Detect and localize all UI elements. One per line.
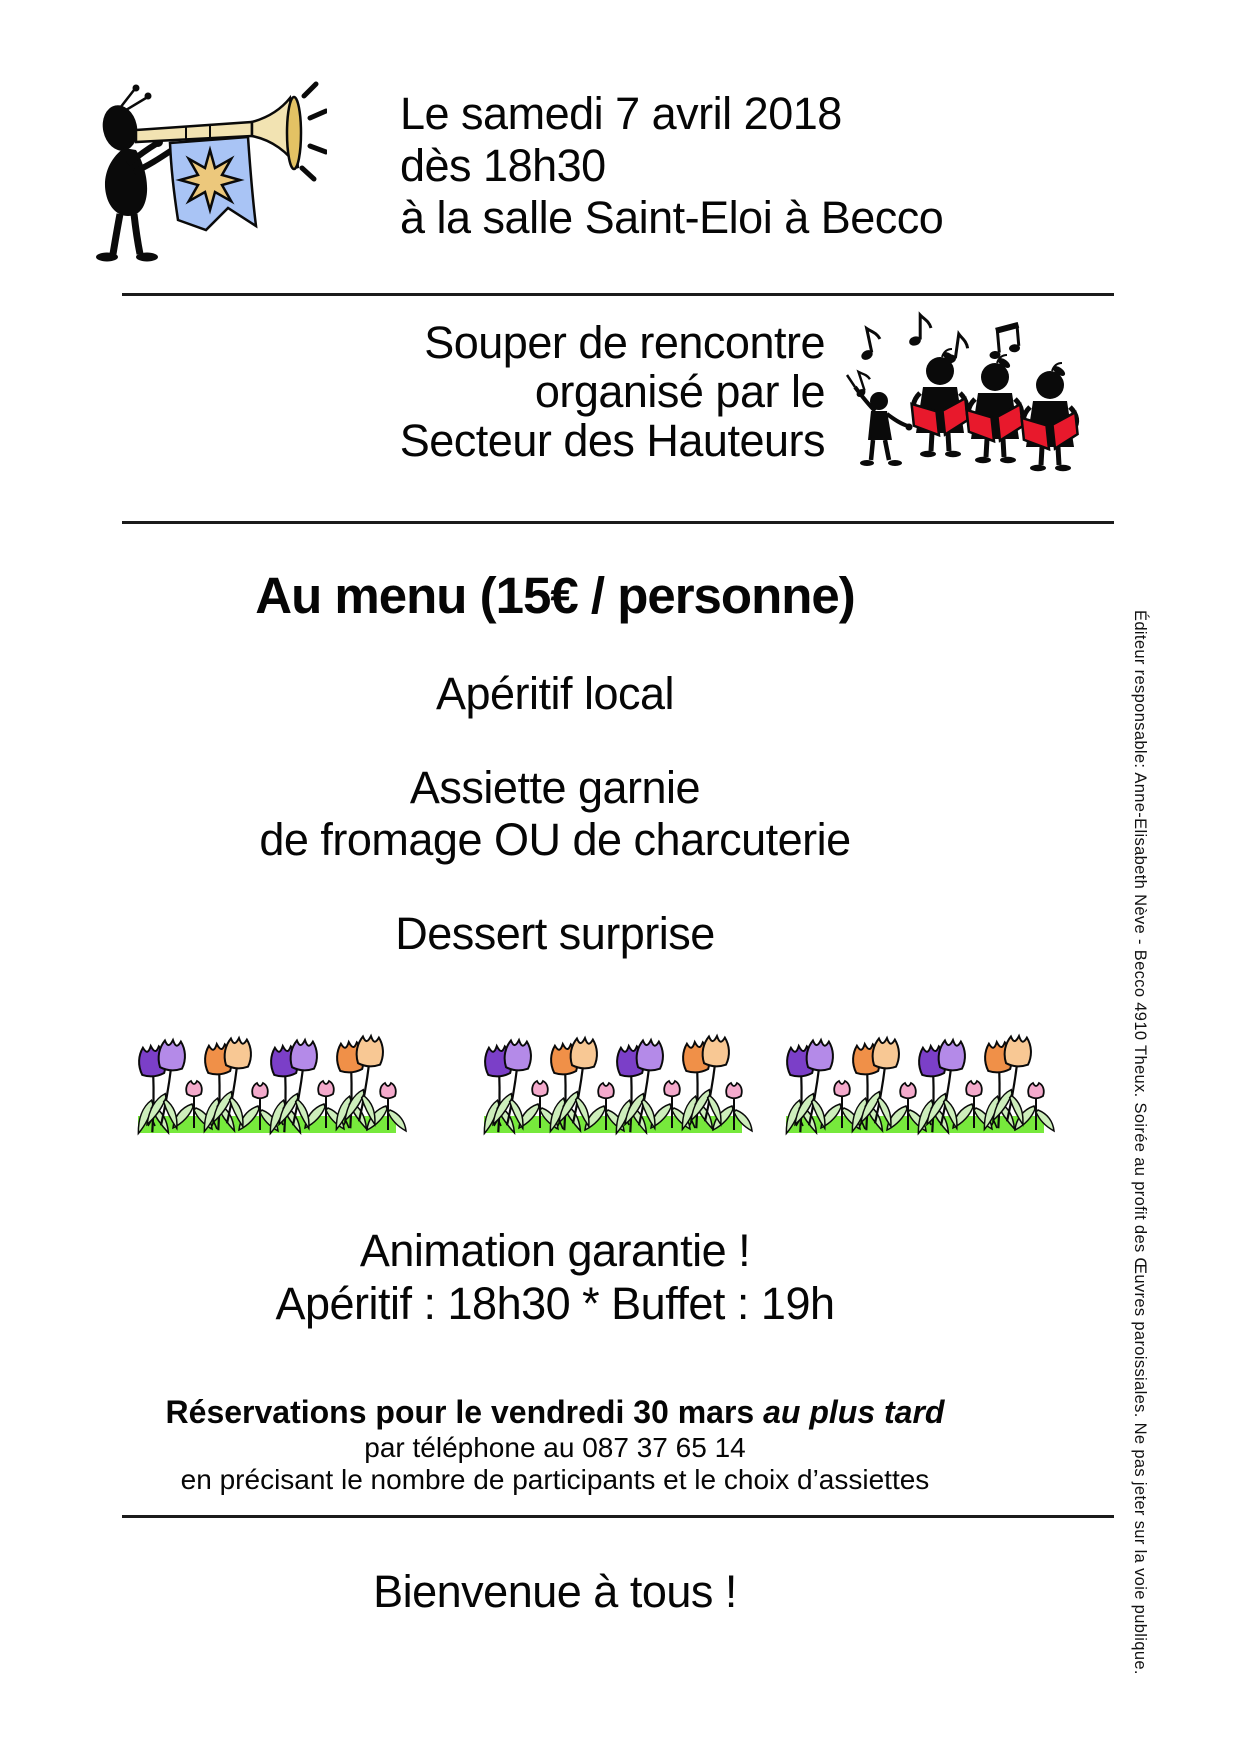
menu-item-assiette-line2: de fromage OU de charcuterie <box>259 814 851 865</box>
divider-middle <box>122 521 1114 524</box>
event-title-line1: Souper de rencontre <box>424 317 825 368</box>
tulip-border-center <box>482 1040 752 1140</box>
animation-line: Animation garantie ! <box>359 1225 751 1276</box>
event-time: dès 18h30 <box>400 140 606 191</box>
publisher-note-vertical: Éditeur responsable: Anne-Elisabeth Nève - Becco 4910 Theux. Soirée au profit des Œuvres paroissiales. Ne pas jeter sur la voie publique. <box>1131 610 1149 1675</box>
event-venue: à la salle Saint-Eloi à Becco <box>400 192 944 243</box>
tulip-border-right <box>784 1040 1054 1140</box>
singer-figures <box>912 349 1079 471</box>
reservation-phone-line: par téléphone au 087 37 65 14 <box>364 1432 746 1463</box>
reservation-detail-line: en précisant le nombre de participants et le choix d’assiettes <box>180 1464 930 1495</box>
reservation-block <box>60 1392 1050 1496</box>
menu-title: Au menu (15€ / personne) <box>255 567 855 624</box>
event-title-line2: organisé par le <box>534 366 825 417</box>
welcome-line: Bienvenue à tous ! <box>373 1566 737 1617</box>
conductor-figure <box>847 375 913 466</box>
reservation-lead: Réservations pour le vendredi 30 mars <box>165 1394 764 1430</box>
event-date: Le samedi 7 avril 2018 <box>400 88 842 139</box>
menu-item-aperitif: Apéritif local <box>435 668 675 719</box>
herald-trumpeter-illustration <box>90 80 327 267</box>
menu-item-assiette-line1: Assiette garnie <box>409 762 701 813</box>
choir-singers-illustration <box>845 293 1090 473</box>
animation-block <box>60 1224 1050 1330</box>
event-title-block <box>250 318 825 465</box>
reservation-deadline-line <box>60 1392 1050 1432</box>
menu-item-dessert: Dessert surprise <box>395 908 715 959</box>
menu-item-assiette <box>60 762 1050 866</box>
schedule-line: Apéritif : 18h30 * Buffet : 19h <box>275 1278 835 1329</box>
tulip-border-left <box>136 1040 406 1140</box>
event-title-line3: Secteur des Hauteurs <box>399 415 825 466</box>
event-datetime-block <box>400 88 943 244</box>
divider-bottom <box>122 1515 1114 1518</box>
reservation-emphasis: au plus tard <box>763 1394 945 1430</box>
